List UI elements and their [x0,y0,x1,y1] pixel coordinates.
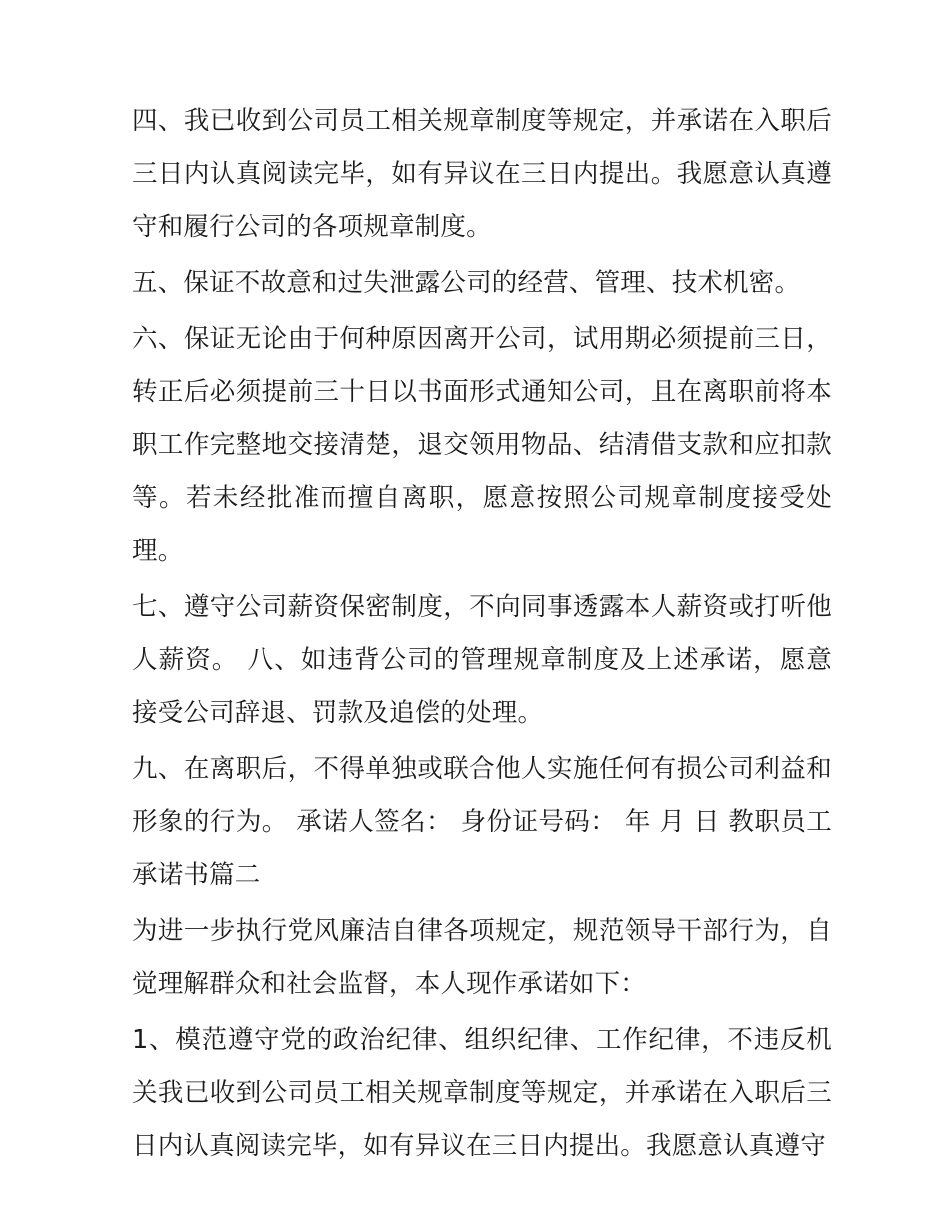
paragraph-1: 四、我已收到公司员工相关规章制度等规定，并承诺在入职后三日内认真阅读完毕，如有异议在三日内提出。我愿意认真遵守和履行公司的各项规章制度。 [132,106,832,242]
paragraph-2: 五、保证不故意和过失泄露公司的经营、管理、技术机密。 [132,268,801,298]
paragraph-7: 1、模范遵守党的政治纪律、组织纪律、工作纪律，不违反机关我已收到公司员工相关规章制度等规定，并承诺在入职后三日内认真阅读完毕，如有异议在三日内提出。我愿意认真遵守 [132,1025,832,1161]
paragraph-5: 九、在离职后，不得单独或联合他人实施任何有损公司利益和形象的行为。 承诺人签名： 身份证号码： 年 月 日 教职员工承诺书篇二 [132,754,832,890]
paragraph-6: 为进一步执行党风廉洁自律各项规定，规范领导干部行为，自觉理解群众和社会监督，本人现作承诺如下： [132,916,832,999]
paragraph-3: 六、保证无论由于何种原因离开公司，试用期必须提前三日，转正后必须提前三十日以书面形式通知公司，且在离职前将本职工作完整地交接清楚，退交领用物品、结清借支款和应扣款等。若未经批准而擅自离职，愿意按照公司规章制度接受处理。 [132,324,832,566]
paragraph-4: 七、遵守公司薪资保密制度，不向同事透露本人薪资或打听他人薪资。 八、如违背公司的管理规章制度及上述承诺，愿意接受公司辞退、罚款及追偿的处理。 [132,592,832,728]
document-body [132,95,832,1173]
